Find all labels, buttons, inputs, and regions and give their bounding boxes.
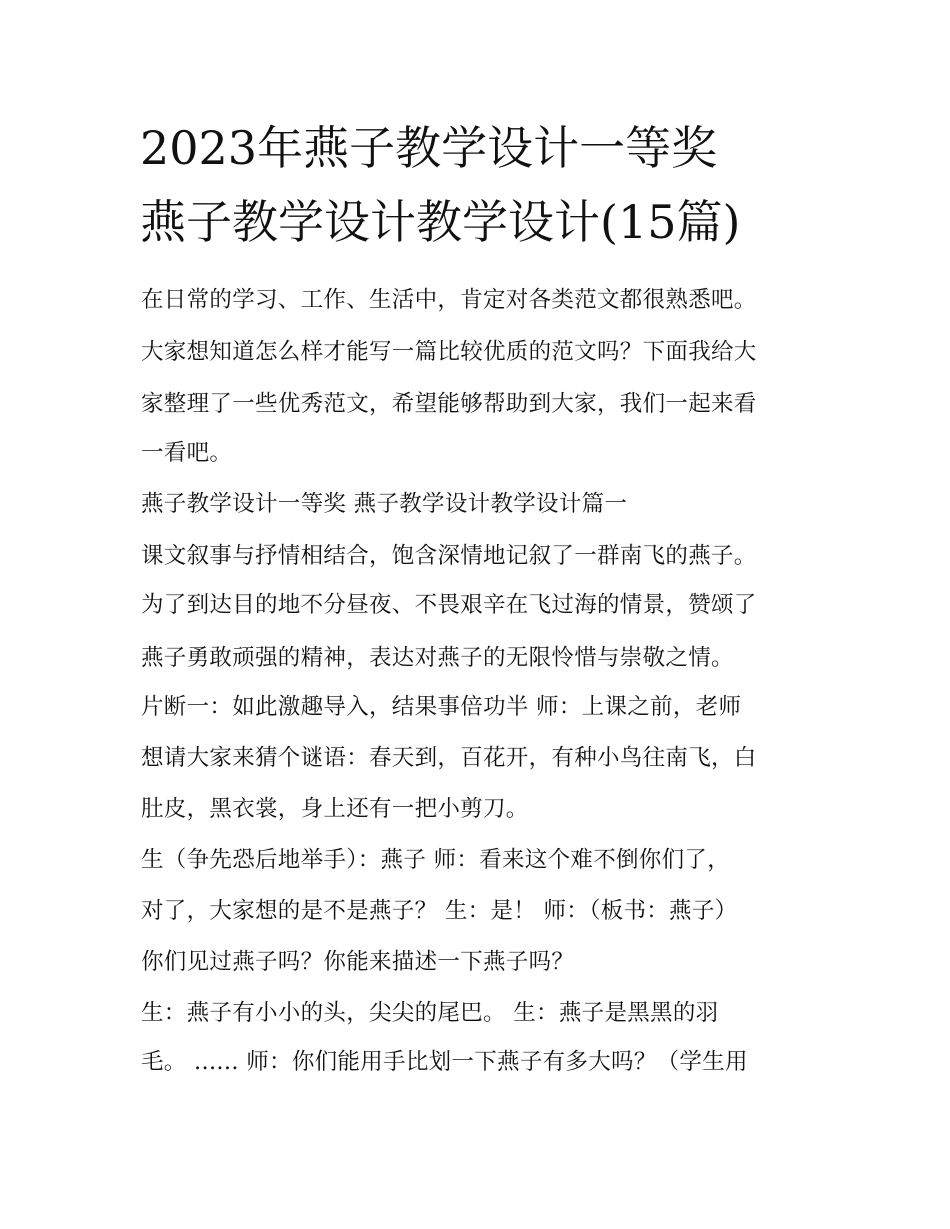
body-line: 片断一：如此激趣导入，结果事倍功半 师：上课之前，老师 <box>141 694 742 720</box>
body-line: 你们见过燕子吗？你能来描述一下燕子吗？ <box>141 949 575 975</box>
body-line: 一看吧。 <box>141 440 233 466</box>
body-line: 生（争先恐后地举手）：燕子 师：看来这个难不倒你们了， <box>141 847 731 873</box>
body-line: 对了，大家想的是不是燕子？ 生：是！ 师：（板书：燕子） <box>141 898 738 924</box>
document-body <box>141 0 831 1229</box>
body-line: 家整理了一些优秀范文，希望能够帮助到大家，我们一起来看 <box>141 391 757 417</box>
body-line: 肚皮，黑衣裳，身上还有一把小剪刀。 <box>141 796 529 822</box>
body-line: 大家想知道怎么样才能写一篇比较优质的范文吗？下面我给大 <box>141 339 757 365</box>
body-line: 燕子勇敢顽强的精神，表达对燕子的无限怜惜与崇敬之情。 <box>141 645 734 671</box>
section-heading: 燕子教学设计一等奖 燕子教学设计教学设计篇一 <box>141 491 628 517</box>
body-line: 在日常的学习、工作、生活中，肯定对各类范文都很熟悉吧。 <box>141 287 757 313</box>
body-line: 为了到达目的地不分昼夜、不畏艰辛在飞过海的情景，赞颂了 <box>141 592 757 618</box>
document-title-line-1: 2023年燕子教学设计一等奖 <box>140 121 718 175</box>
body-line: 想请大家来猜个谜语：春天到，百花开，有种小鸟往南飞，白 <box>141 745 757 771</box>
body-line: 课文叙事与抒情相结合，饱含深情地记叙了一群南飞的燕子。 <box>141 543 757 569</box>
document-title-line-2: 燕子教学设计教学设计(15篇) <box>140 195 741 249</box>
body-line: 毛。 ...... 师：你们能用手比划一下燕子有多大吗？（学生用 <box>141 1049 748 1075</box>
body-line: 生：燕子有小小的头，尖尖的尾巴。 生：燕子是黑黑的羽 <box>141 1000 719 1026</box>
